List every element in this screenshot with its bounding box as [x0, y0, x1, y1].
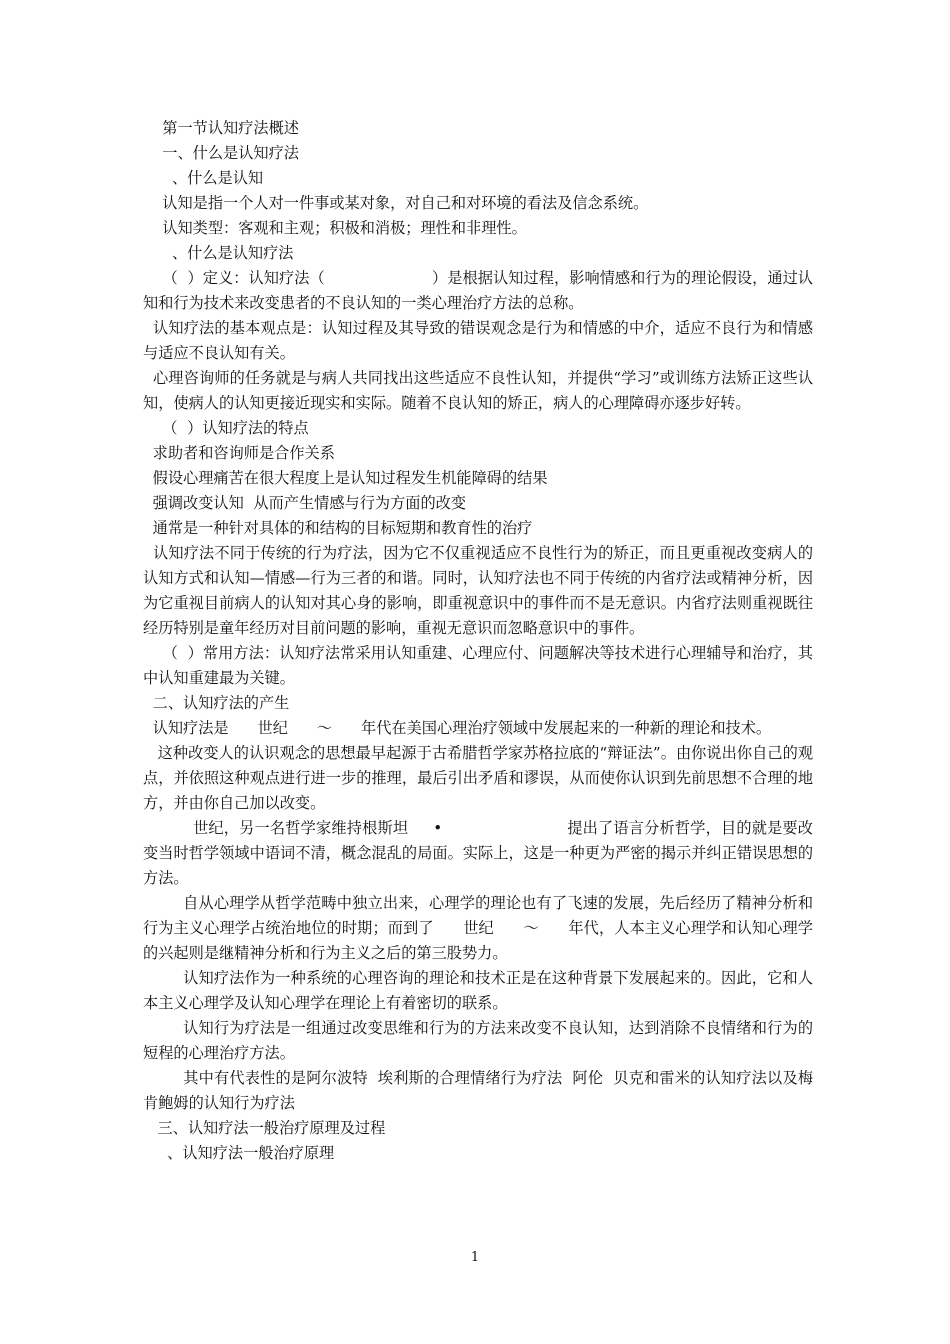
text-line: 假设心理痛苦在很大程度上是认知过程发生机能障碍的结果: [143, 469, 548, 487]
text-line: 认知是指一个人对一件事或某对象，对自己和对环境的看法及信念系统。: [143, 194, 649, 212]
paragraph: 世纪，另一名哲学家维持根斯坦 • 提出了语言分析哲学，目的就是要改变当时哲学领域中语词不清，概念混乱的局面。实际上，这是一种更为严密的揭示并纠正错误思想的方法。: [143, 819, 813, 887]
paragraph: 认知疗法不同于传统的行为疗法，因为它不仅重视适应不良性行为的矫正，而且更重视改变病人的认知方式和认知—情感—行为三者的和谐。同时，认知疗法也不同于传统的内省疗法或精神分析，因为它重视目前病人的认知对其心身的影响，即重视意识中的事件而不是无意识。内省疗法则重视既往经历特别是童年经历对目前问题的影响，重视无意识而忽略意识中的事件。: [143, 544, 814, 637]
paragraph: 这种改变人的认识观念的思想最早起源于古希腊哲学家苏格拉底的“辩证法”。由你说出你自己的观点，并依照这种观点进行进一步的推理，最后引出矛盾和谬误，从而使你认识到先前思想不合理的地方，并由你自己加以改变。: [143, 744, 814, 812]
text-line: 强调改变认知 从而产生情感与行为方面的改变: [143, 494, 467, 512]
page-number: 1: [470, 1250, 480, 1265]
paragraph: （ ）定义：认知疗法（ ）是根据认知过程，影响情感和行为的理论假设，通过认知和行为技术来改变患者的不良认知的一类心理治疗方法的总称。: [143, 269, 813, 312]
text-line: 、什么是认知疗法: [143, 244, 294, 262]
text-line: 认知疗法是 世纪 ～ 年代在美国心理治疗领域中发展起来的一种新的理论和技术。: [143, 719, 772, 737]
text-line: 求助者和咨询师是合作关系: [143, 444, 335, 462]
text-line: 二、认知疗法的产生: [143, 694, 290, 712]
text-line: 、什么是认知: [143, 169, 264, 187]
text-line: 第一节认知疗法概述: [143, 119, 299, 137]
paragraph: 认知疗法的基本观点是：认知过程及其导致的错误观念是行为和情感的中介，适应不良行为和情感与适应不良认知有关。: [143, 319, 814, 362]
document-body: [143, 116, 813, 1166]
text-line: 、认知疗法一般治疗原理: [143, 1144, 335, 1162]
paragraph: 其中有代表性的是阿尔波特 埃利斯的合理情绪行为疗法 阿伦 贝克和雷米的认知疗法以及梅肯鲍姆的认知行为疗法: [143, 1069, 814, 1112]
paragraph: 心理咨询师的任务就是与病人共同找出这些适应不良性认知，并提供“学习”或训练方法矫正这些认知，使病人的认知更接近现实和实际。随着不良认知的矫正，病人的心理障碍亦逐步好转。: [143, 369, 814, 412]
paragraph: 认知行为疗法是一组通过改变思维和行为的方法来改变不良认知，达到消除不良情绪和行为的短程的心理治疗方法。: [143, 1019, 814, 1062]
paragraph: （ ）常用方法：认知疗法常采用认知重建、心理应付、问题解决等技术进行心理辅导和治疗，其中认知重建最为关键。: [143, 644, 814, 687]
paragraph: 认知疗法作为一种系统的心理咨询的理论和技术正是在这种背景下发展起来的。因此，它和人本主义心理学及认知心理学在理论上有着密切的联系。: [143, 969, 814, 1012]
text-line: 三、认知疗法一般治疗原理及过程: [143, 1119, 386, 1137]
paragraph: 自从心理学从哲学范畴中独立出来，心理学的理论也有了飞速的发展，先后经历了精神分析和行为主义心理学占统治地位的时期；而到了 世纪 ～ 年代，人本主义心理学和认知心理学的兴起则是继精神分析和行为主义之后的第三股势力。: [143, 894, 814, 962]
text-line: （ ）认知疗法的特点: [143, 419, 309, 437]
text-line: 一、什么是认知疗法: [143, 144, 299, 162]
text-line: 认知类型：客观和主观；积极和消极；理性和非理性。: [143, 219, 527, 237]
text-line: 通常是一种针对具体的和结构的目标短期和教育性的治疗: [143, 519, 533, 537]
